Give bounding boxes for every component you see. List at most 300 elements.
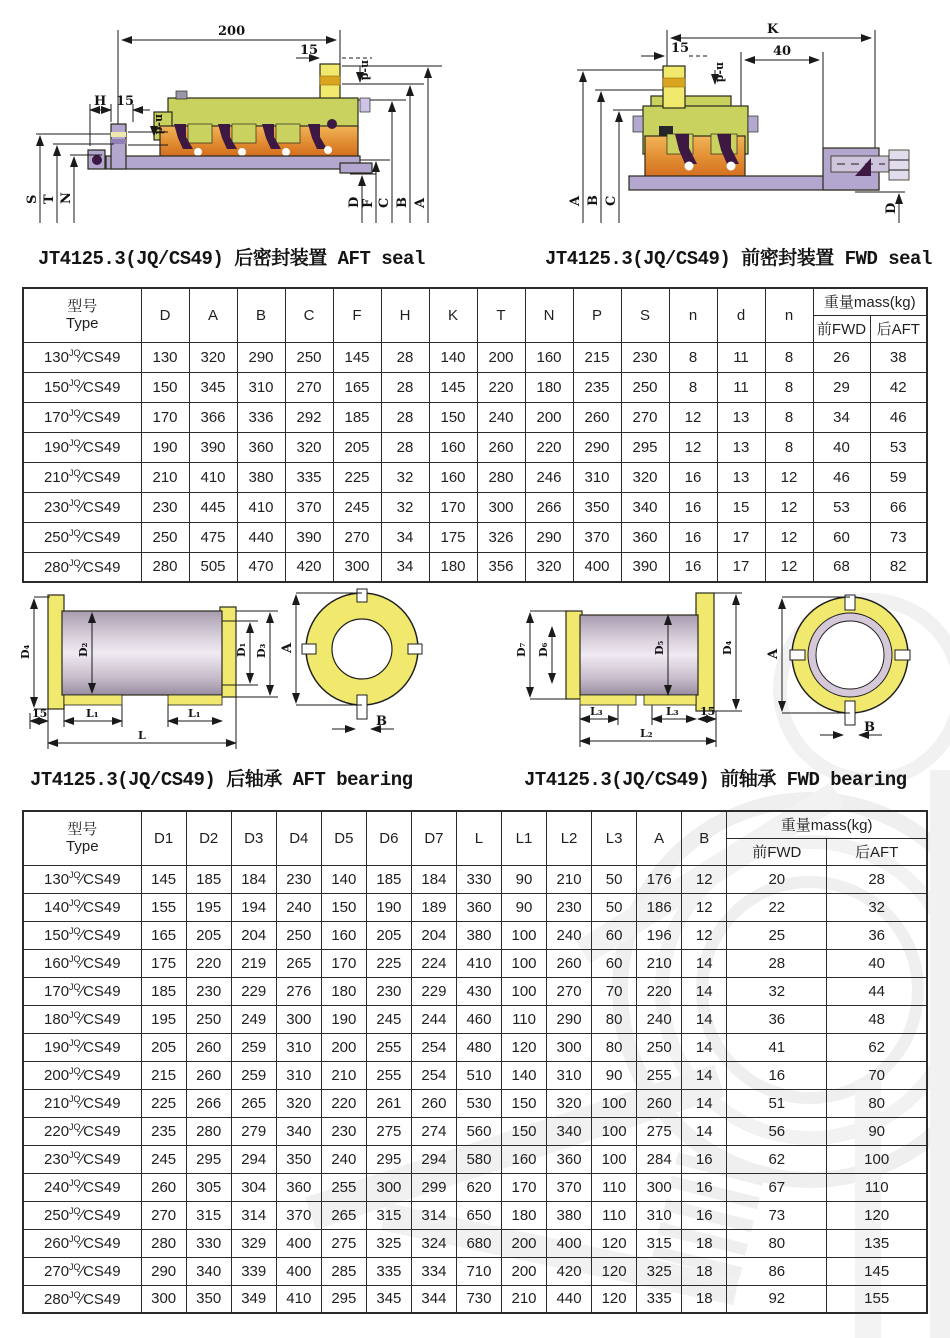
value-cell: 255 xyxy=(321,1173,366,1201)
value-cell: 270 xyxy=(141,1201,186,1229)
model-cell: $210^{JQ}∕CS49$ xyxy=(23,1089,141,1117)
value-cell: 370 xyxy=(547,1173,592,1201)
value-cell: 510 xyxy=(456,1061,501,1089)
value-cell: 220 xyxy=(321,1089,366,1117)
table-row xyxy=(23,1061,927,1089)
table-row xyxy=(23,1285,927,1313)
dim-c-label: C xyxy=(604,195,619,206)
table-row xyxy=(23,492,927,522)
dim-column-header: D2 xyxy=(186,811,231,865)
value-cell: 13 xyxy=(717,402,765,432)
value-cell: 310 xyxy=(573,462,621,492)
mass-column-header: 重量mass(kg) xyxy=(813,288,927,315)
value-cell: 80 xyxy=(592,1033,637,1061)
value-cell: 400 xyxy=(573,552,621,582)
value-cell: 300 xyxy=(366,1173,411,1201)
value-cell: 260 xyxy=(141,1173,186,1201)
value-cell: 180 xyxy=(321,977,366,1005)
dim-column-header: D3 xyxy=(231,811,276,865)
value-cell: 205 xyxy=(186,921,231,949)
value-cell: 275 xyxy=(637,1117,682,1145)
model-cell: $270^{JQ}∕CS49$ xyxy=(23,1257,141,1285)
value-cell: 16 xyxy=(682,1173,727,1201)
model-cell: $140^{JQ}∕CS49$ xyxy=(23,893,141,921)
dim-a-label: A xyxy=(568,195,583,206)
value-cell: 50 xyxy=(592,865,637,893)
value-cell: 90 xyxy=(827,1117,927,1145)
value-cell: 240 xyxy=(276,893,321,921)
value-cell: 210 xyxy=(321,1061,366,1089)
value-cell: 22 xyxy=(727,893,827,921)
value-cell: 315 xyxy=(637,1229,682,1257)
value-cell: 110 xyxy=(827,1173,927,1201)
value-cell: 18 xyxy=(682,1229,727,1257)
value-cell: 230 xyxy=(621,342,669,372)
value-cell: 14 xyxy=(682,977,727,1005)
value-cell: 210 xyxy=(637,949,682,977)
value-cell: 36 xyxy=(727,1005,827,1033)
value-cell: 324 xyxy=(411,1229,456,1257)
value-cell: 340 xyxy=(621,492,669,522)
dim-column-header: B xyxy=(682,811,727,865)
value-cell: 150 xyxy=(141,372,189,402)
value-cell: 110 xyxy=(592,1173,637,1201)
value-cell: 294 xyxy=(411,1145,456,1173)
table-row xyxy=(23,1257,927,1285)
value-cell: 190 xyxy=(321,1005,366,1033)
value-cell: 185 xyxy=(333,402,381,432)
value-cell: 335 xyxy=(285,462,333,492)
value-cell: 620 xyxy=(456,1173,501,1201)
dim-column-header: H xyxy=(381,288,429,342)
dim-column-header: n xyxy=(765,288,813,342)
table-row xyxy=(23,1033,927,1061)
value-cell: 41 xyxy=(727,1033,827,1061)
value-cell: 120 xyxy=(592,1257,637,1285)
value-cell: 270 xyxy=(333,522,381,552)
value-cell: 475 xyxy=(189,522,237,552)
value-cell: 13 xyxy=(717,432,765,462)
table-row xyxy=(23,949,927,977)
value-cell: 92 xyxy=(727,1285,827,1313)
value-cell: 366 xyxy=(189,402,237,432)
table-row xyxy=(23,865,927,893)
bearing-aft-drawing xyxy=(10,585,470,765)
value-cell: 255 xyxy=(366,1061,411,1089)
value-cell: 165 xyxy=(141,921,186,949)
value-cell: 145 xyxy=(141,865,186,893)
value-cell: 210 xyxy=(502,1285,547,1313)
value-cell: 240 xyxy=(477,402,525,432)
dim-l3-left-label: L₃ xyxy=(590,705,603,718)
value-cell: 225 xyxy=(333,462,381,492)
value-cell: 32 xyxy=(727,977,827,1005)
value-cell: 310 xyxy=(237,372,285,402)
dim-s-label: S xyxy=(25,194,40,204)
value-cell: 420 xyxy=(547,1257,592,1285)
value-cell: 300 xyxy=(637,1173,682,1201)
value-cell: 300 xyxy=(276,1005,321,1033)
value-cell: 230 xyxy=(186,977,231,1005)
model-cell: $190^{JQ}∕CS49$ xyxy=(23,432,141,462)
value-cell: 16 xyxy=(669,492,717,522)
value-cell: 340 xyxy=(547,1117,592,1145)
value-cell: 229 xyxy=(231,977,276,1005)
value-cell: 270 xyxy=(621,402,669,432)
value-cell: 34 xyxy=(381,522,429,552)
value-cell: 250 xyxy=(186,1005,231,1033)
value-cell: 270 xyxy=(285,372,333,402)
value-cell: 14 xyxy=(682,1005,727,1033)
value-cell: 110 xyxy=(502,1005,547,1033)
model-cell: $170^{JQ}∕CS49$ xyxy=(23,402,141,432)
value-cell: 38 xyxy=(870,342,927,372)
value-cell: 295 xyxy=(366,1145,411,1173)
value-cell: 25 xyxy=(727,921,827,949)
value-cell: 8 xyxy=(765,432,813,462)
dim-d-label: D xyxy=(884,202,899,214)
value-cell: 275 xyxy=(366,1117,411,1145)
value-cell: 12 xyxy=(765,552,813,582)
value-cell: 60 xyxy=(592,949,637,977)
dim-c-label: C xyxy=(377,197,392,208)
table-row xyxy=(23,921,927,949)
value-cell: 28 xyxy=(381,372,429,402)
value-cell: 360 xyxy=(276,1173,321,1201)
dim-f-label: F xyxy=(361,198,376,208)
value-cell: 16 xyxy=(682,1201,727,1229)
value-cell: 344 xyxy=(411,1285,456,1313)
value-cell: 220 xyxy=(525,432,573,462)
mass-column-header: 重量mass(kg) xyxy=(727,811,927,838)
value-cell: 32 xyxy=(827,893,927,921)
table-row xyxy=(23,432,927,462)
value-cell: 270 xyxy=(547,977,592,1005)
dim-d5-label: D₅ xyxy=(653,640,666,655)
value-cell: 250 xyxy=(276,921,321,949)
value-cell: 145 xyxy=(429,372,477,402)
value-cell: 730 xyxy=(456,1285,501,1313)
value-cell: 160 xyxy=(321,921,366,949)
dim-column-header: N xyxy=(525,288,573,342)
value-cell: 86 xyxy=(727,1257,827,1285)
value-cell: 336 xyxy=(237,402,285,432)
value-cell: 310 xyxy=(637,1201,682,1229)
dim-column-header: d xyxy=(717,288,765,342)
value-cell: 340 xyxy=(186,1257,231,1285)
value-cell: 300 xyxy=(547,1033,592,1061)
value-cell: 310 xyxy=(547,1061,592,1089)
value-cell: 266 xyxy=(186,1089,231,1117)
model-cell: $150^{JQ}∕CS49$ xyxy=(23,372,141,402)
value-cell: 200 xyxy=(321,1033,366,1061)
value-cell: 195 xyxy=(141,1005,186,1033)
value-cell: 70 xyxy=(827,1061,927,1089)
value-cell: 175 xyxy=(141,949,186,977)
model-cell: $230^{JQ}∕CS49$ xyxy=(23,1145,141,1173)
value-cell: 326 xyxy=(477,522,525,552)
value-cell: 190 xyxy=(366,893,411,921)
value-cell: 155 xyxy=(141,893,186,921)
value-cell: 295 xyxy=(186,1145,231,1173)
value-cell: 230 xyxy=(276,865,321,893)
value-cell: 8 xyxy=(669,342,717,372)
value-cell: 145 xyxy=(827,1257,927,1285)
value-cell: 135 xyxy=(827,1229,927,1257)
value-cell: 410 xyxy=(276,1285,321,1313)
value-cell: 315 xyxy=(366,1201,411,1229)
seal-fwd-caption: JT4125.3(JQ/CS49) 前密封装置 FWD seal xyxy=(545,248,932,270)
model-cell: $130^{JQ}∕CS49$ xyxy=(23,342,141,372)
value-cell: 100 xyxy=(592,1089,637,1117)
value-cell: 505 xyxy=(189,552,237,582)
nd-label: n-d xyxy=(714,62,727,83)
dim-b-label: B xyxy=(376,714,387,729)
value-cell: 40 xyxy=(813,432,870,462)
value-cell: 140 xyxy=(429,342,477,372)
value-cell: 16 xyxy=(682,1145,727,1173)
model-cell: $250^{JQ}∕CS49$ xyxy=(23,522,141,552)
value-cell: 230 xyxy=(141,492,189,522)
value-cell: 300 xyxy=(333,552,381,582)
value-cell: 430 xyxy=(456,977,501,1005)
value-cell: 44 xyxy=(827,977,927,1005)
value-cell: 530 xyxy=(456,1089,501,1117)
value-cell: 250 xyxy=(141,522,189,552)
value-cell: 210 xyxy=(141,462,189,492)
dim-15-label: 15 xyxy=(671,41,690,56)
value-cell: 260 xyxy=(547,949,592,977)
value-cell: 170 xyxy=(429,492,477,522)
value-cell: 244 xyxy=(411,1005,456,1033)
value-cell: 240 xyxy=(321,1145,366,1173)
table-row xyxy=(23,1005,927,1033)
value-cell: 12 xyxy=(765,492,813,522)
dim-column-header: C xyxy=(285,288,333,342)
model-cell: $160^{JQ}∕CS49$ xyxy=(23,949,141,977)
value-cell: 360 xyxy=(621,522,669,552)
value-cell: 12 xyxy=(669,402,717,432)
value-cell: 225 xyxy=(141,1089,186,1117)
value-cell: 120 xyxy=(592,1285,637,1313)
value-cell: 240 xyxy=(637,1005,682,1033)
dim-column-header: K xyxy=(429,288,477,342)
value-cell: 410 xyxy=(456,949,501,977)
value-cell: 170 xyxy=(502,1173,547,1201)
value-cell: 235 xyxy=(141,1117,186,1145)
value-cell: 304 xyxy=(231,1173,276,1201)
value-cell: 334 xyxy=(411,1257,456,1285)
value-cell: 230 xyxy=(547,893,592,921)
dim-column-header: F xyxy=(333,288,381,342)
value-cell: 11 xyxy=(717,372,765,402)
value-cell: 255 xyxy=(637,1061,682,1089)
value-cell: 26 xyxy=(813,342,870,372)
dim-column-header: T xyxy=(477,288,525,342)
value-cell: 279 xyxy=(231,1117,276,1145)
value-cell: 204 xyxy=(411,921,456,949)
value-cell: 160 xyxy=(429,462,477,492)
value-cell: 12 xyxy=(765,462,813,492)
bearing-fwd-drawing xyxy=(490,585,940,765)
dim-d7-label: D₇ xyxy=(515,642,528,657)
dim-column-header: B xyxy=(237,288,285,342)
value-cell: 245 xyxy=(141,1145,186,1173)
model-cell: $260^{JQ}∕CS49$ xyxy=(23,1229,141,1257)
value-cell: 560 xyxy=(456,1117,501,1145)
value-cell: 70 xyxy=(592,977,637,1005)
value-cell: 260 xyxy=(411,1089,456,1117)
dim-15-right-label: 15 xyxy=(300,43,319,58)
dim-t-label: T xyxy=(42,194,57,204)
value-cell: 196 xyxy=(637,921,682,949)
value-cell: 292 xyxy=(285,402,333,432)
value-cell: 90 xyxy=(502,893,547,921)
value-cell: 280 xyxy=(141,1229,186,1257)
value-cell: 320 xyxy=(525,552,573,582)
value-cell: 230 xyxy=(321,1117,366,1145)
value-cell: 650 xyxy=(456,1201,501,1229)
table-row xyxy=(23,372,927,402)
value-cell: 200 xyxy=(502,1257,547,1285)
value-cell: 194 xyxy=(231,893,276,921)
value-cell: 17 xyxy=(717,552,765,582)
value-cell: 8 xyxy=(765,342,813,372)
value-cell: 205 xyxy=(366,921,411,949)
value-cell: 290 xyxy=(573,432,621,462)
value-cell: 300 xyxy=(477,492,525,522)
value-cell: 48 xyxy=(827,1005,927,1033)
model-cell: $240^{JQ}∕CS49$ xyxy=(23,1173,141,1201)
value-cell: 100 xyxy=(502,921,547,949)
value-cell: 100 xyxy=(592,1117,637,1145)
value-cell: 16 xyxy=(669,522,717,552)
value-cell: 290 xyxy=(547,1005,592,1033)
dim-column-header: L1 xyxy=(502,811,547,865)
dim-h-label: H xyxy=(94,94,107,109)
value-cell: 250 xyxy=(285,342,333,372)
model-cell: $210^{JQ}∕CS49$ xyxy=(23,462,141,492)
value-cell: 14 xyxy=(682,1033,727,1061)
dim-d3-label: D₃ xyxy=(255,643,268,658)
value-cell: 8 xyxy=(765,372,813,402)
dim-a-label: A xyxy=(766,648,781,659)
value-cell: 29 xyxy=(813,372,870,402)
value-cell: 294 xyxy=(231,1145,276,1173)
seal-dimension-table xyxy=(22,287,928,583)
value-cell: 360 xyxy=(547,1145,592,1173)
value-cell: 710 xyxy=(456,1257,501,1285)
value-cell: 329 xyxy=(231,1229,276,1257)
value-cell: 325 xyxy=(366,1229,411,1257)
value-cell: 14 xyxy=(682,1061,727,1089)
value-cell: 400 xyxy=(276,1229,321,1257)
value-cell: 80 xyxy=(727,1229,827,1257)
value-cell: 185 xyxy=(186,865,231,893)
dim-d-label: D xyxy=(347,196,362,208)
value-cell: 40 xyxy=(827,949,927,977)
value-cell: 390 xyxy=(285,522,333,552)
table-row xyxy=(23,552,927,582)
value-cell: 680 xyxy=(456,1229,501,1257)
value-cell: 259 xyxy=(231,1033,276,1061)
value-cell: 160 xyxy=(429,432,477,462)
value-cell: 36 xyxy=(827,921,927,949)
model-cell: $180^{JQ}∕CS49$ xyxy=(23,1005,141,1033)
dim-a-label: A xyxy=(413,197,428,208)
dim-d6-label: D₆ xyxy=(537,642,550,657)
value-cell: 140 xyxy=(321,865,366,893)
value-cell: 276 xyxy=(276,977,321,1005)
value-cell: 310 xyxy=(276,1061,321,1089)
value-cell: 339 xyxy=(231,1257,276,1285)
value-cell: 265 xyxy=(231,1089,276,1117)
value-cell: 14 xyxy=(682,949,727,977)
value-cell: 290 xyxy=(237,342,285,372)
value-cell: 150 xyxy=(321,893,366,921)
dim-column-header: L xyxy=(456,811,501,865)
value-cell: 314 xyxy=(411,1201,456,1229)
value-cell: 160 xyxy=(525,342,573,372)
table-row xyxy=(23,1117,927,1145)
value-cell: 350 xyxy=(573,492,621,522)
dim-l2-label: L₂ xyxy=(640,727,653,740)
value-cell: 190 xyxy=(141,432,189,462)
nd-right-label: n-d xyxy=(359,60,372,81)
value-cell: 410 xyxy=(237,492,285,522)
value-cell: 390 xyxy=(621,552,669,582)
dim-column-header: D1 xyxy=(141,811,186,865)
value-cell: 130 xyxy=(141,342,189,372)
value-cell: 12 xyxy=(669,432,717,462)
table-row xyxy=(23,342,927,372)
value-cell: 170 xyxy=(141,402,189,432)
value-cell: 380 xyxy=(547,1201,592,1229)
value-cell: 34 xyxy=(381,552,429,582)
bearing-aft-caption: JT4125.3(JQ/CS49) 后轴承 AFT bearing xyxy=(30,769,413,791)
value-cell: 28 xyxy=(381,432,429,462)
value-cell: 18 xyxy=(682,1257,727,1285)
value-cell: 46 xyxy=(813,462,870,492)
table-row xyxy=(23,893,927,921)
value-cell: 295 xyxy=(321,1285,366,1313)
dim-a-label: A xyxy=(280,642,295,653)
value-cell: 445 xyxy=(189,492,237,522)
value-cell: 480 xyxy=(456,1033,501,1061)
value-cell: 240 xyxy=(547,921,592,949)
value-cell: 32 xyxy=(381,462,429,492)
value-cell: 320 xyxy=(189,342,237,372)
value-cell: 100 xyxy=(827,1145,927,1173)
value-cell: 66 xyxy=(870,492,927,522)
bearing-fwd-caption: JT4125.3(JQ/CS49) 前轴承 FWD bearing xyxy=(524,769,907,791)
model-cell: $220^{JQ}∕CS49$ xyxy=(23,1117,141,1145)
value-cell: 350 xyxy=(186,1285,231,1313)
value-cell: 150 xyxy=(502,1117,547,1145)
value-cell: 440 xyxy=(547,1285,592,1313)
table-row xyxy=(23,977,927,1005)
type-column-header: 型号 Type xyxy=(23,811,141,865)
dim-b-label: B xyxy=(586,195,601,206)
value-cell: 165 xyxy=(333,372,381,402)
value-cell: 80 xyxy=(592,1005,637,1033)
dim-b-label: B xyxy=(395,197,410,208)
value-cell: 42 xyxy=(870,372,927,402)
dim-l-label: L xyxy=(138,729,146,742)
model-cell: $230^{JQ}∕CS49$ xyxy=(23,492,141,522)
value-cell: 12 xyxy=(682,921,727,949)
value-cell: 370 xyxy=(285,492,333,522)
